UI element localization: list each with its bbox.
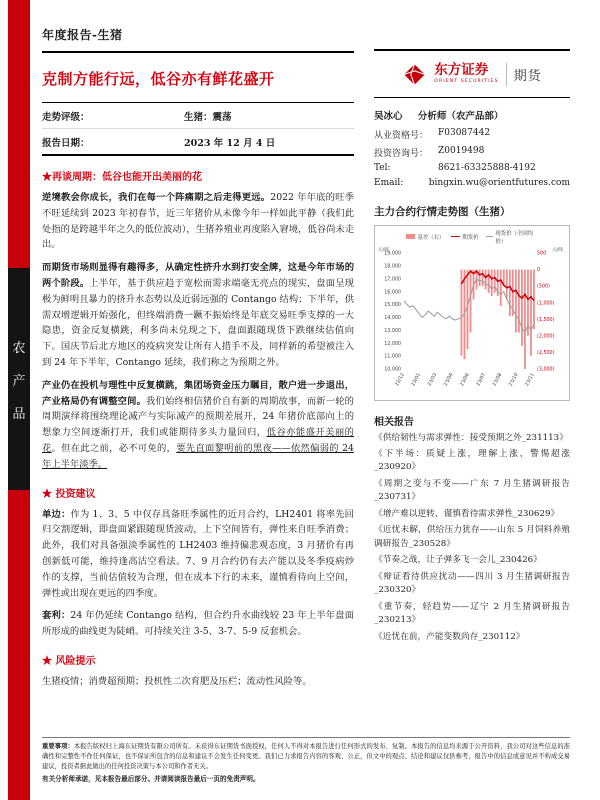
section-heading: ★ 投资建议 xyxy=(42,488,96,500)
legend-swatch xyxy=(486,236,494,238)
analyst-name: 吴冰心 xyxy=(374,111,403,122)
advisory-value: Z0019498 xyxy=(438,145,485,156)
body-paragraph xyxy=(42,674,354,690)
svg-text:23/03: 23/03 xyxy=(427,372,439,387)
legend-entry xyxy=(406,229,444,245)
rating-label: 走势评级： xyxy=(42,111,90,123)
svg-text:23/01: 23/01 xyxy=(411,372,423,387)
divider xyxy=(42,51,354,53)
category-tab-char: 农 xyxy=(12,340,26,356)
tel-label: Tel: xyxy=(374,163,391,173)
related-report-item: 《下半场：质疑上涨，理解上涨，警惕超涨_230920》 xyxy=(374,448,570,473)
svg-text:23/08: 23/08 xyxy=(492,372,504,387)
text-run: 2022 年年底的旺季不旺延续到 2023 年初春节，近三年猪价从未像今年一样如此平静（我们此处指的是跨越半年之久的低位波动），生猪养殖业再度陷入窘境，低谷尚未走出。 xyxy=(42,192,354,251)
svg-text:(1,500): (1,500) xyxy=(537,317,555,323)
content-area xyxy=(42,0,570,697)
cert-value: F03087442 xyxy=(438,128,491,138)
body-paragraph xyxy=(42,260,354,371)
svg-text:(1,000): (1,000) xyxy=(537,300,555,306)
rating-row xyxy=(42,103,354,128)
svg-text:14,000: 14,000 xyxy=(384,315,401,321)
report-category: 年度报告-生猪 xyxy=(42,28,123,42)
chart-title: 主力合约行情走势图（生猪） xyxy=(374,205,511,218)
category-tab-char: 产 xyxy=(12,373,26,389)
related-report-item: 《周期之变与不变——广东 7 月生猪调研报告_230731》 xyxy=(374,478,570,503)
legend-swatch xyxy=(406,234,415,239)
svg-text:元/吨: 元/吨 xyxy=(552,247,563,253)
divider xyxy=(506,63,507,87)
body-paragraph xyxy=(42,608,354,640)
side-column xyxy=(374,0,570,697)
date-label: 报告日期： xyxy=(42,137,90,149)
legend-label: 现货价（全国均价） xyxy=(495,230,534,245)
legend-label: 基差（右） xyxy=(417,234,445,241)
email-value: bingxin.wu@orientfutures.com xyxy=(428,177,570,188)
text-run: 要先直面黎明前的黑夜——依然偏弱的 24 年上半年淡季。 xyxy=(42,442,354,470)
text-run: 。但在此之前，必不可免的， xyxy=(51,442,177,454)
analyst-tel-row xyxy=(374,163,570,173)
divider xyxy=(42,154,354,156)
brand-logo xyxy=(374,51,570,97)
analyst-cert-row xyxy=(374,128,570,141)
brand-name-en: ORIENT SECURITIES xyxy=(434,78,499,84)
svg-text:17,000: 17,000 xyxy=(384,276,401,282)
brand-suffix: 期货 xyxy=(513,69,542,84)
section-heading: ★ 风险提示 xyxy=(42,655,96,667)
related-report-item: 《近忧未解，供给压力犹存——山东 5 月饲料养殖调研报告_230528》 xyxy=(374,525,570,549)
text-run: 生猪疫情；消费超预期；投机性二次育肥及压栏；流动性风险等。 xyxy=(42,675,312,687)
brand-name xyxy=(434,64,498,84)
text-run: 逆境教会你成长，我们在每一个阵痛期之后走得更远。 xyxy=(42,192,271,203)
svg-text:13,000: 13,000 xyxy=(384,328,401,334)
analyst-advisory-row xyxy=(374,146,570,159)
svg-text:12,000: 12,000 xyxy=(384,341,401,347)
svg-text:16,000: 16,000 xyxy=(384,289,401,295)
text-run: 重要事项： xyxy=(42,743,74,750)
footer xyxy=(42,737,570,783)
svg-text:18,000: 18,000 xyxy=(384,263,401,269)
chart-canvas xyxy=(377,245,564,395)
text-run: 我们始终相信猪价自有新的周期故事，而新一轮的周期演绎将围绕理论减产与实际减产的预期差展开，24 年猪价底部向上的想象力空间逐渐打开，我们或能期待多头力量回归， xyxy=(42,395,354,439)
svg-text:22/12: 22/12 xyxy=(394,372,406,387)
text-run: 24 年仍延续 Contango 结构，但合约升水曲线较 23 年上半年盘面所形成的曲线更为陡峭。可持续关注 3-5、3-7、5-9 反套机会。 xyxy=(42,610,354,638)
disclaimer-text xyxy=(42,742,570,771)
svg-text:23/04: 23/04 xyxy=(443,372,455,387)
svg-text:19,000: 19,000 xyxy=(384,251,401,257)
related-report-item: 《近忧在前，产能变数尚存_230112》 xyxy=(374,631,525,642)
left-accent-bar xyxy=(8,0,30,800)
svg-text:0: 0 xyxy=(537,267,541,273)
related-reports-heading: 相关报告 xyxy=(374,416,414,428)
text-run: 低谷亦能盛开美丽的花 xyxy=(42,427,354,454)
related-report-item: 《增产难以逆转，谨慎看待需求弹性_230629》 xyxy=(374,508,560,519)
cert-label: 从业资格号： xyxy=(374,131,429,141)
svg-text:23/06: 23/06 xyxy=(459,372,471,387)
svg-text:23/11: 23/11 xyxy=(524,372,536,387)
report-title: 克制方能行远，低谷亦有鲜花盛开 xyxy=(42,70,275,88)
svg-text:元/吨: 元/吨 xyxy=(378,247,389,253)
related-report-item: 《节奏之战，让子弹多飞一会儿_230426》 xyxy=(374,555,542,566)
text-run: 本报告版权归上海东证期货有限公司所有。未获得东证期货书面授权，任何人不得对本报告进行任何形式的发布、复制。本报告的信息均来源于公开资料，我公司对这些信息的准确性和完整性不作任何保证，也不保证所包含的信息和建议不会发生任何变更。我们已力求报告内容的客观、公正，但文中的观点、结论和建议仅供参考，报告中的信息或意见并不构成交易建议，投资者据此做出的任何投资决策与本公司和作者无关。 xyxy=(42,743,571,770)
related-reports xyxy=(374,413,570,645)
legend-label: 期货价 xyxy=(462,234,479,241)
meta-table xyxy=(42,103,354,154)
text-run: 而期货市场则显得有趣得多，从确定性挤升水到打安全牌，这是今年市场的两个阶段。 xyxy=(42,262,354,289)
chart-legend xyxy=(377,229,567,245)
body-paragraph xyxy=(42,190,354,253)
email-label: Email: xyxy=(374,177,404,188)
text-run: 作为 1、3、5 中仅存具备旺季属性的近月合约，LH2401 将率先回归交割逻辑，即盘面紧跟随现货波动，上下空间皆有，弹性来自旺季消费；此外，我们对具备强淡季属性的 LH2403 维持偏悲观态度，3 月猪价有再创新低可能，维持逢高沽空看法。7、9 月合约仍有去产能以及冬季疫病炒作的支撑，当前估值较为合理，但在成本下行的未来，谨慎看待向上空间，弹性或出现在更远的四季度。 xyxy=(42,508,354,599)
svg-text:(500): (500) xyxy=(537,284,550,290)
svg-text:(2,000): (2,000) xyxy=(537,333,555,339)
price-chart xyxy=(374,225,570,401)
spacer xyxy=(374,0,570,49)
date-value: 2023 年 12 月 4 日 xyxy=(184,137,276,149)
report-body xyxy=(42,168,354,690)
svg-text:15,000: 15,000 xyxy=(384,302,401,308)
gem-diamond-icon xyxy=(402,62,427,87)
svg-text:11,000: 11,000 xyxy=(384,354,401,360)
legend-entry xyxy=(451,229,478,245)
section-heading: ★再谈周期：低谷也能开出美丽的花 xyxy=(42,172,202,183)
tel-value: 8621-63325888-4192 xyxy=(438,163,536,173)
advisory-label: 投资咨询号： xyxy=(374,148,429,159)
category-tab xyxy=(8,268,30,490)
svg-text:23/10: 23/10 xyxy=(508,372,520,387)
rating-value: 生猪：震荡 xyxy=(184,111,232,123)
related-report-item: 《供给韧性与需求弹性：接受预期之外_231113》 xyxy=(374,432,568,443)
analyst-role: 分析师（农产品部） xyxy=(417,111,504,122)
text-run: 套利： xyxy=(42,610,71,622)
svg-text:500: 500 xyxy=(537,251,547,257)
analyst-name-row xyxy=(374,108,570,122)
analyst-email-row xyxy=(374,178,570,188)
text-run: 产业仍在投机与理性中反复横跳，集团场资金压力瞩目，散户进一步退出，产业格局仍有调整空间。 xyxy=(42,379,354,407)
text-run: 上半年，基于供应趋于宽松而需求端毫无亮点的现实，盘面呈现极为鲜明且暴力的挤升水态势以及近弱远强的 Contango 结构；下半年，供需双增逻辑开始强化，但终端消费一蹶不振始终是年底交易旺季支撑的一大隐患，资金反复横跳，利多尚未兑现之下，盘面跟随现货下跌继续估值向下。国庆节后北方地区的疫病突发让所有人措手不及，同样新的希望被注入到 24 年下半年，Contango 延续，我们称之为预期之外。 xyxy=(42,277,354,368)
brand-name-cn: 东方证券 xyxy=(434,62,489,79)
text-run: 单边： xyxy=(42,508,71,520)
related-report-item: 《重节奏，轻趋势——辽宁 2 月生猪调研报告_230213》 xyxy=(374,601,570,626)
legend-entry xyxy=(486,229,538,245)
analyst-pledge-note: 有关分析师承诺，见本报告最后部分。并请阅读报告最后一页的免责声明。 xyxy=(42,775,260,784)
legend-swatch xyxy=(451,236,460,238)
body-paragraph xyxy=(42,378,354,473)
body-paragraph xyxy=(42,507,354,602)
date-row xyxy=(42,129,354,154)
related-reports-list xyxy=(374,432,570,645)
svg-text:10,000: 10,000 xyxy=(384,367,401,373)
category-tab-char: 品 xyxy=(12,406,26,422)
divider xyxy=(374,97,570,98)
main-column xyxy=(42,0,354,697)
svg-text:23/07: 23/07 xyxy=(476,372,488,387)
svg-text:(3,000): (3,000) xyxy=(537,367,555,373)
svg-text:(2,500): (2,500) xyxy=(537,350,555,356)
analyst-block xyxy=(374,108,570,188)
related-report-item: 《辩证看待供应扰动——四川 3 月生猪调研报告_230320》 xyxy=(374,571,570,596)
